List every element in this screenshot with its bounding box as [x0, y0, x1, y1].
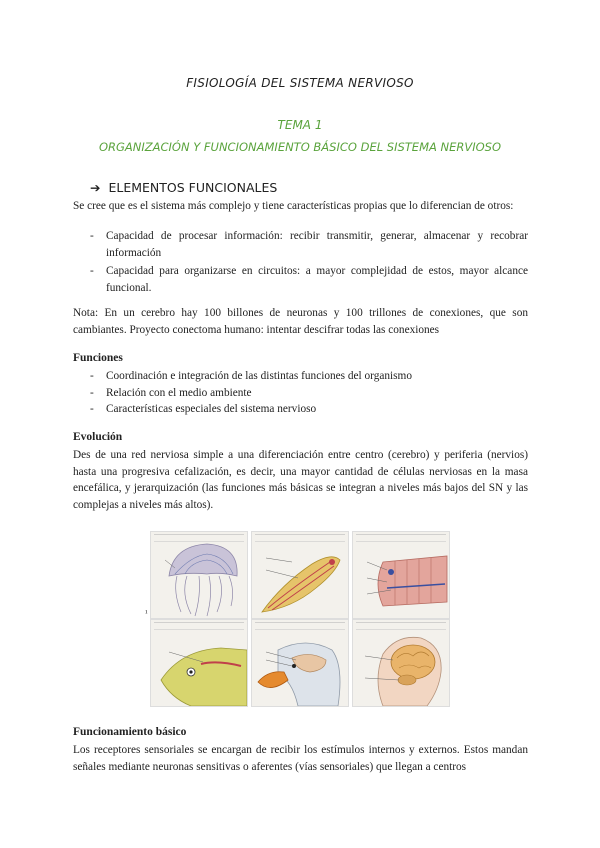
list-item: [73, 385, 528, 402]
list-item: [73, 368, 528, 385]
figure-panel-bird: [251, 619, 349, 707]
list-item-text: Capacidad de procesar información: recibir transmitir, generar, almacenar y recobrar información: [106, 230, 528, 259]
stray-mark: ¹: [145, 608, 148, 618]
arrow-icon: ➔: [90, 180, 101, 195]
note-paragraph: Nota: En un cerebro hay 100 billones de neuronas y 100 trillones de conexiones, que son cambiantes. Proyecto conectoma humano: intentar descifrar todas las conexiones: [73, 307, 528, 336]
panel-caption-bar: [356, 534, 446, 542]
nervous-system-evolution-figure: [150, 527, 450, 703]
jellyfish-illustration: [151, 532, 247, 618]
figure-panel-flatworm: [251, 531, 349, 619]
section-heading-elementos: [90, 180, 277, 195]
panel-caption-bar: [154, 622, 244, 630]
funciones-list: [73, 368, 528, 418]
list-item-text: Relación con el medio ambiente: [106, 386, 252, 399]
dash-bullet: -: [90, 386, 94, 399]
dash-bullet: -: [90, 370, 94, 382]
topic-label: TEMA 1: [277, 118, 323, 132]
funcionamiento-paragraph: Los receptores sensoriales se encargan de recibir los estímulos internos y externos. Estos mandan señales mediante neuronas sensitivas o aferentes (vías sensoriales) que llegan a centros: [73, 744, 528, 773]
list-item-text: Capacidad para organizarse en circuitos: a mayor complejidad de estos, mayor alcance funcional.: [106, 265, 528, 294]
list-item: [73, 263, 528, 296]
figure-panel-human: [352, 619, 450, 707]
evolucion-heading: Evolución: [73, 431, 123, 443]
dash-bullet: -: [90, 230, 94, 242]
topic-title: ORGANIZACIÓN Y FUNCIONAMIENTO BÁSICO DEL SISTEMA NERVIOSO: [98, 140, 502, 154]
panel-caption-bar: [255, 622, 345, 630]
flatworm-illustration: [252, 532, 348, 618]
funciones-heading: Funciones: [73, 352, 123, 364]
intro-paragraph: Se cree que es el sistema más complejo y tiene características propias que lo diferencian de otros:: [73, 200, 514, 212]
capabilities-list: [73, 228, 528, 298]
evolucion-paragraph: Des de una red nerviosa simple a una diferenciación entre centro (cerebro) y periferia (nervios) hasta una progresiva cefalización, es decir, una mayor cantidad de células nerviosas en la masa encefálica, y jerarquización (las funciones más básicas se integran a niveles más bajos del SN y las complejas a niveles más altos).: [73, 449, 528, 511]
dash-bullet: -: [90, 403, 94, 415]
figure-panel-fish: [150, 619, 248, 707]
fish-illustration: [151, 620, 247, 706]
document-title: FISIOLOGÍA DEL SISTEMA NERVIOSO: [186, 76, 414, 90]
human-head-illustration: [353, 620, 449, 706]
funcionamiento-heading: Funcionamiento básico: [73, 726, 187, 738]
list-item-text: Características especiales del sistema nervioso: [106, 403, 317, 415]
panel-caption-bar: [255, 534, 345, 542]
section-heading-label: ELEMENTOS FUNCIONALES: [108, 180, 278, 195]
panel-caption-bar: [356, 622, 446, 630]
bird-illustration: [252, 620, 348, 706]
dash-bullet: -: [90, 265, 94, 277]
figure-panel-jellyfish: [150, 531, 248, 619]
list-item: [73, 228, 528, 261]
list-item: [73, 401, 528, 418]
earthworm-illustration: [353, 532, 449, 618]
figure-panel-earthworm: [352, 531, 450, 619]
panel-caption-bar: [154, 534, 244, 542]
list-item-text: Coordinación e integración de las distintas funciones del organismo: [106, 370, 412, 382]
